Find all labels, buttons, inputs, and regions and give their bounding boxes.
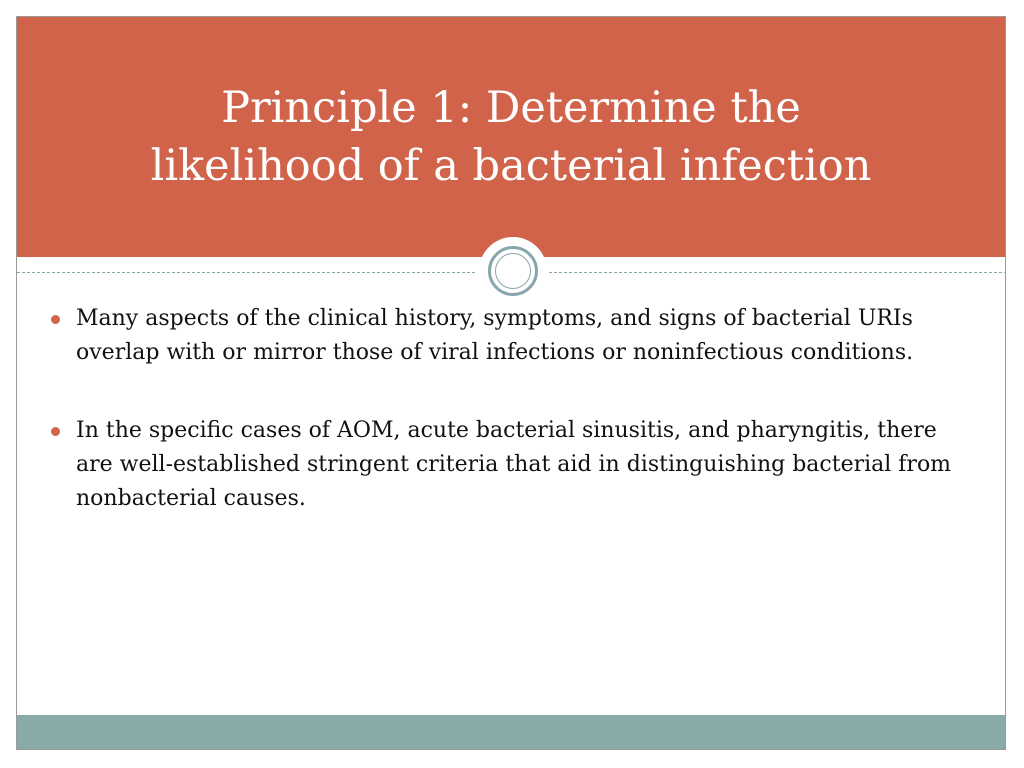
ornament-inner-ring — [495, 253, 531, 289]
bullet-dot-icon — [51, 315, 60, 324]
bullet-list — [51, 302, 961, 516]
bullet-dot-icon — [51, 427, 60, 436]
circle-ornament-icon — [479, 237, 547, 305]
title-band — [17, 17, 1005, 257]
bullet-item — [51, 414, 961, 516]
bullet-text: Many aspects of the clinical history, symptoms, and signs of bacterial URIs overlap with or mirror those of viral infections or noninfectious conditions. — [76, 306, 914, 365]
ornament-outer-ring — [488, 246, 538, 296]
slide-title — [61, 79, 961, 195]
bullet-item — [51, 302, 961, 370]
slide-title-line-1: Principle 1: Determine the — [221, 83, 801, 133]
divider-line-right — [549, 272, 1006, 273]
divider-line-left — [17, 272, 475, 273]
bullet-text: In the specific cases of AOM, acute bacterial sinusitis, and pharyngitis, there are well-established stringent criteria that aid in distinguishing bacterial from nonbacterial causes. — [76, 418, 952, 511]
slide — [16, 16, 1006, 750]
slide-title-line-2: likelihood of a bacterial infection — [150, 141, 872, 191]
footer-strip — [17, 715, 1005, 749]
